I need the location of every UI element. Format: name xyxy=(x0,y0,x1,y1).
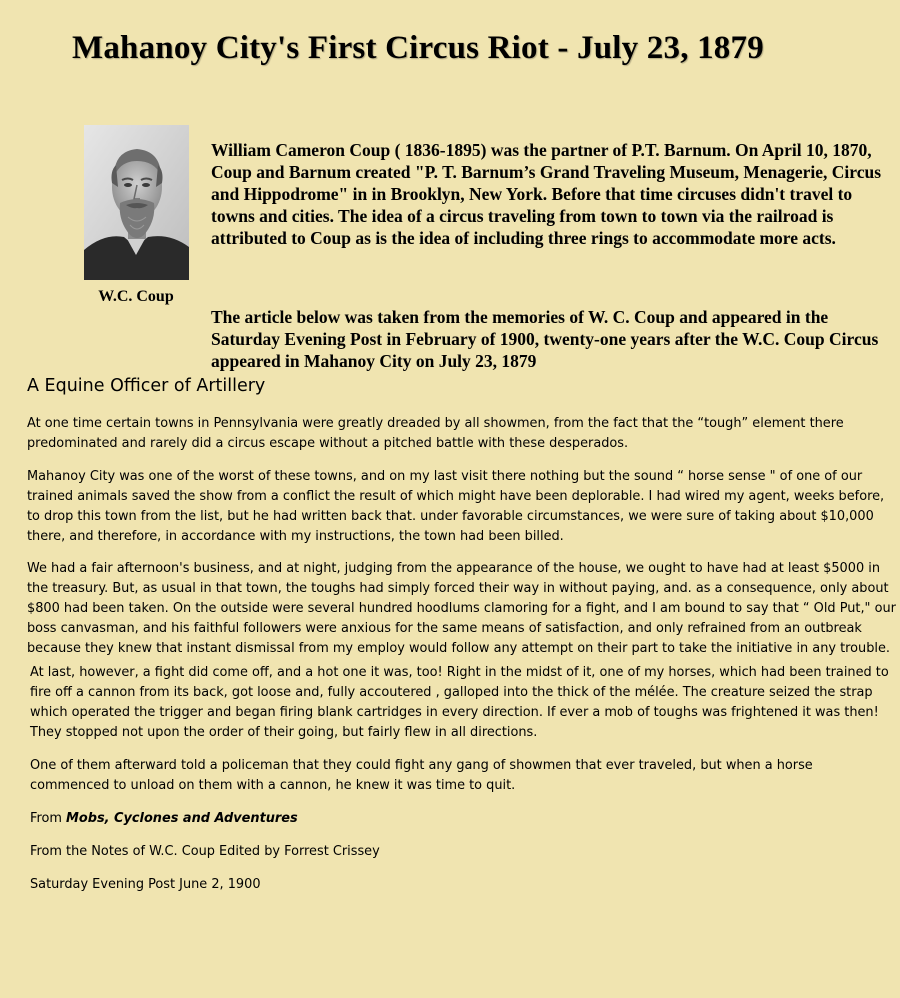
page-title: Mahanoy City's First Circus Riot - July 23, 1879 xyxy=(72,30,764,66)
article-paragraph-5: One of them afterward told a policeman that they could fight any gang of showmen that ever traveled, but when a horse commenced to unload on them with a cannon, he knew it was time to quit. xyxy=(30,758,813,793)
source-prefix: From xyxy=(30,811,67,826)
article-paragraph-3: We had a fair afternoon's business, and at night, judging from the appearance of the house, we ought to have had at least $5000 in the treasury. But, as usual in that town, the toughs had simply forced their way in without paying, and. as a consequence, only about $800 had been taken. On the outside were several hundred hoodlums clamoring for a fight, and I am bound to say that “ Old Put," our boss canvasman, and his faithful followers were anxious for the same means of satisfaction, and only refrained from an outbreak because they knew that instant dismissal from my employ would follow any attempt on their part to take the initiative in any trouble. xyxy=(27,561,896,656)
source-book-title: Mobs, Cyclones and Adventures xyxy=(66,811,298,826)
intro-paragraph-1: William Cameron Coup ( 1836-1895) was the partner of P.T. Barnum. On April 10, 1870, Coup and Barnum created "P. T. Barnum’s Grand Traveling Museum, Menagerie, Circus and Hippodrome" in in Brooklyn, New York. Before that time circuses didn't travel to towns and cities. The idea of a circus traveling from town to town via the railroad is attributed to Coup as is the idea of including three rings to accommodate more acts. xyxy=(211,140,882,248)
article-paragraph-1: At one time certain towns in Pennsylvania were greatly dreaded by all showmen, from the fact that the “tough” element there predominated and rarely did a circus escape without a pitched battle with these desperados. xyxy=(27,416,844,451)
portrait-photo xyxy=(84,125,189,280)
portrait-caption: W.C. Coup xyxy=(98,288,174,305)
article-paragraph-2: Mahanoy City was one of the worst of these towns, and on my last visit there nothing but the sound “ horse sense " of one of our trained animals saved the show from a conflict the result of which might have been deplorable. I had wired my agent, weeks before, to drop this town from the list, but he had written back that. under favorable circumstances, we were sure of taking about $10,000 there, and therefore, in accordance with my instructions, the town had been billed. xyxy=(27,469,885,544)
portrait-image xyxy=(84,125,189,280)
article-title: A Equine Officer of Artillery xyxy=(27,376,266,396)
article-paragraph-4: At last, however, a fight did come off, and a hot one it was, too! Right in the midst of it, one of my horses, which had been trained to fire off a cannon from its back, got loose and, fully accoutered , galloped into the thick of the mélée. The creature seized the strap which operated the trigger and began firing blank cartridges in every direction. If ever a mob of toughs was frightened it was then! They stopped not upon the order of their going, but fairly flew in all directions. xyxy=(30,665,889,740)
source-publication-line: Saturday Evening Post June 2, 1900 xyxy=(30,877,261,892)
intro-paragraph-2: The article below was taken from the memories of W. C. Coup and appeared in the Saturday Evening Post in February of 1900, twenty-one years after the W.C. Coup Circus appeared in Mahanoy City on July 23, 1879 xyxy=(211,307,879,371)
source-book-line xyxy=(30,809,730,829)
source-notes-line: From the Notes of W.C. Coup Edited by Forrest Crissey xyxy=(30,844,380,859)
